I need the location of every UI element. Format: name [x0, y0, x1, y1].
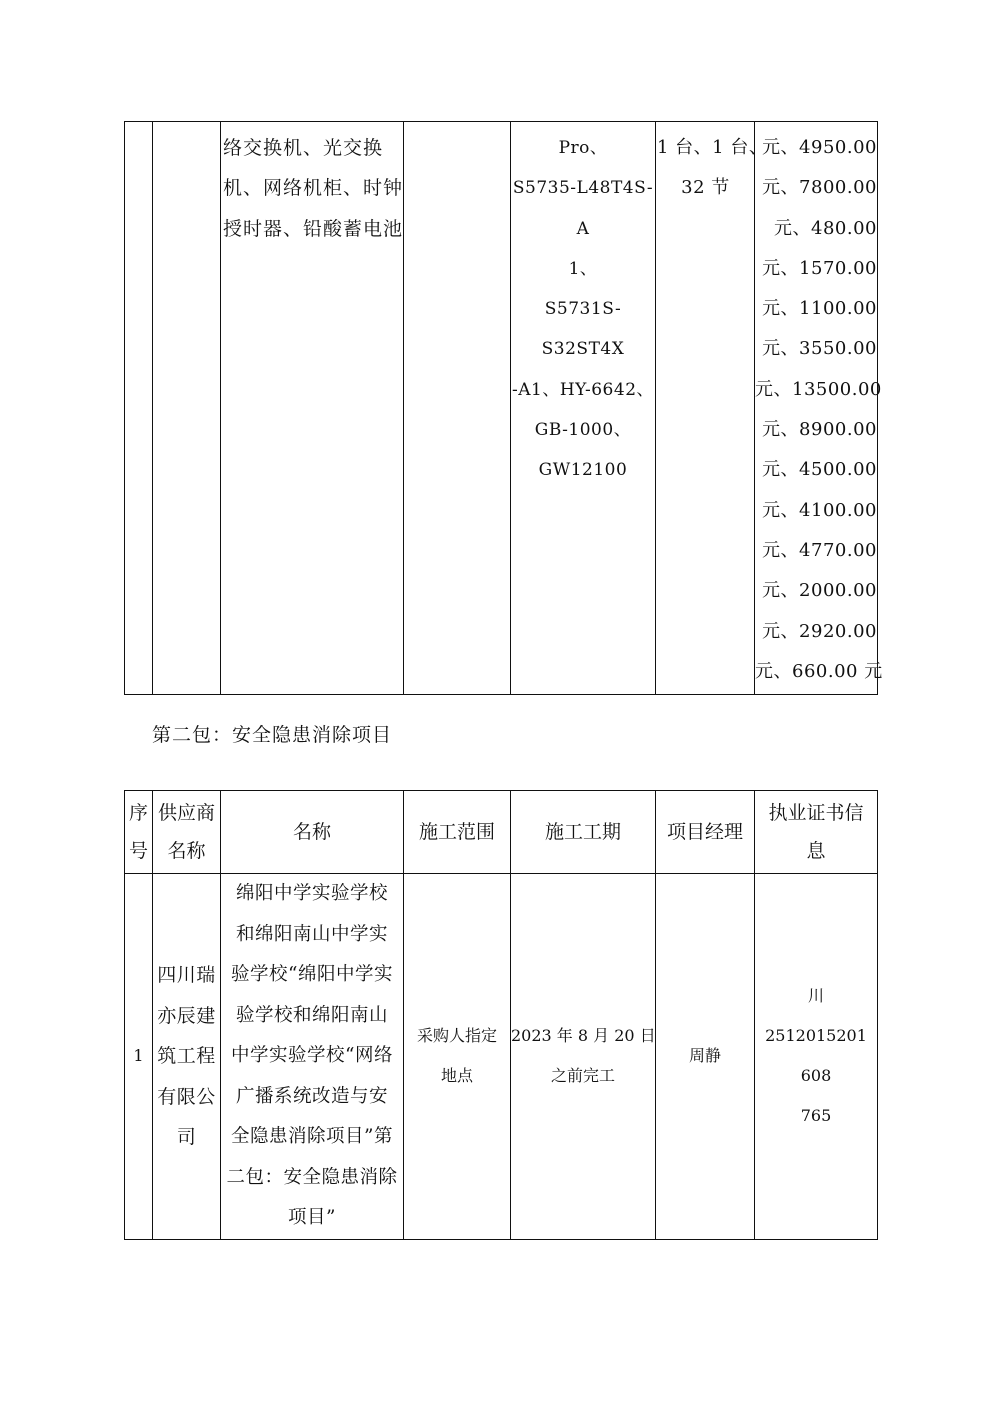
item-name-line: 机、网络机柜、时钟 — [223, 177, 404, 200]
model-line: -A1、HY-6642、 — [511, 379, 655, 400]
model-cell — [511, 122, 656, 695]
brand-cell — [404, 122, 511, 695]
price-line: 元、480.00 — [774, 217, 877, 239]
section-heading: 第二包：安全隐患消除项目 — [152, 724, 393, 746]
model-line: 1、 — [568, 258, 598, 279]
price-line: 元、4770.00 — [762, 539, 877, 561]
supplier-cell — [153, 122, 221, 695]
header-period: 施工工期 — [511, 791, 656, 874]
table-header-row — [125, 791, 878, 874]
table-row — [125, 122, 878, 695]
seq-cell: 1 — [125, 874, 153, 1240]
model-line: GW12100 — [538, 460, 628, 481]
price-line: 元、4500.00 — [762, 459, 877, 481]
manager-cell: 周静 — [656, 874, 755, 1240]
model-line: S5731S-S32ST4X — [541, 299, 625, 360]
period-cell: 2023 年 8 月 20 日 之前完工 — [511, 874, 656, 1240]
quantity-cell — [656, 122, 768, 695]
price-line: 元、660.00 元 — [755, 660, 883, 682]
project-name-cell: 绵阳中学实验学校 和绵阳南山中学实 验学校“绵阳中学实 验学校和绵阳南山 中学实验学校“网络 广播系统改造与安 全隐患消除项目”第 二包：安全隐患消除 项目” — [221, 874, 404, 1240]
header-supplier: 供应商 名称 — [153, 791, 221, 874]
header-scope: 施工范围 — [404, 791, 511, 874]
price-line: 元、1100.00 — [762, 298, 877, 320]
seq-cell — [125, 122, 153, 695]
price-line: 元、7800.00 — [762, 177, 877, 199]
equipment-table-continued — [124, 121, 883, 695]
price-line: 元、2920.00 — [762, 620, 877, 642]
scope-cell: 采购人指定 地点 — [404, 874, 511, 1240]
price-line: 元、1570.00 — [762, 257, 877, 279]
quantity-line: 1 台、1 台、 — [657, 137, 768, 158]
price-line: 元、4950.00 — [762, 137, 877, 158]
unit-price-cell — [755, 122, 883, 695]
price-line: 元、4100.00 — [762, 499, 877, 521]
model-line: S5735-L48T4S-A — [512, 178, 654, 239]
table-row — [125, 874, 878, 1240]
header-name: 名称 — [221, 791, 404, 874]
price-line: 元、13500.00 — [755, 378, 882, 400]
model-line: Pro、 — [558, 138, 608, 158]
quantity-line: 32 节 — [681, 177, 730, 199]
model-line: GB-1000、 — [534, 420, 632, 441]
supplier-cell: 四川瑞 亦辰建 筑工程 有限公 司 — [153, 874, 221, 1240]
item-name-cell — [221, 122, 404, 695]
header-manager: 项目经理 — [656, 791, 755, 874]
construction-table — [124, 790, 878, 1240]
cert-cell: 川 2512015201608 765 — [755, 874, 878, 1240]
header-cert: 执业证书信 息 — [755, 791, 878, 874]
price-line: 元、3550.00 — [762, 338, 877, 360]
item-name-line: 授时器、铅酸蓄电池 — [223, 217, 404, 240]
price-line: 元、2000.00 — [762, 580, 877, 602]
price-line: 元、8900.00 — [762, 419, 877, 441]
item-name-line: 络交换机、光交换 — [223, 137, 384, 159]
header-seq: 序 号 — [125, 791, 153, 874]
